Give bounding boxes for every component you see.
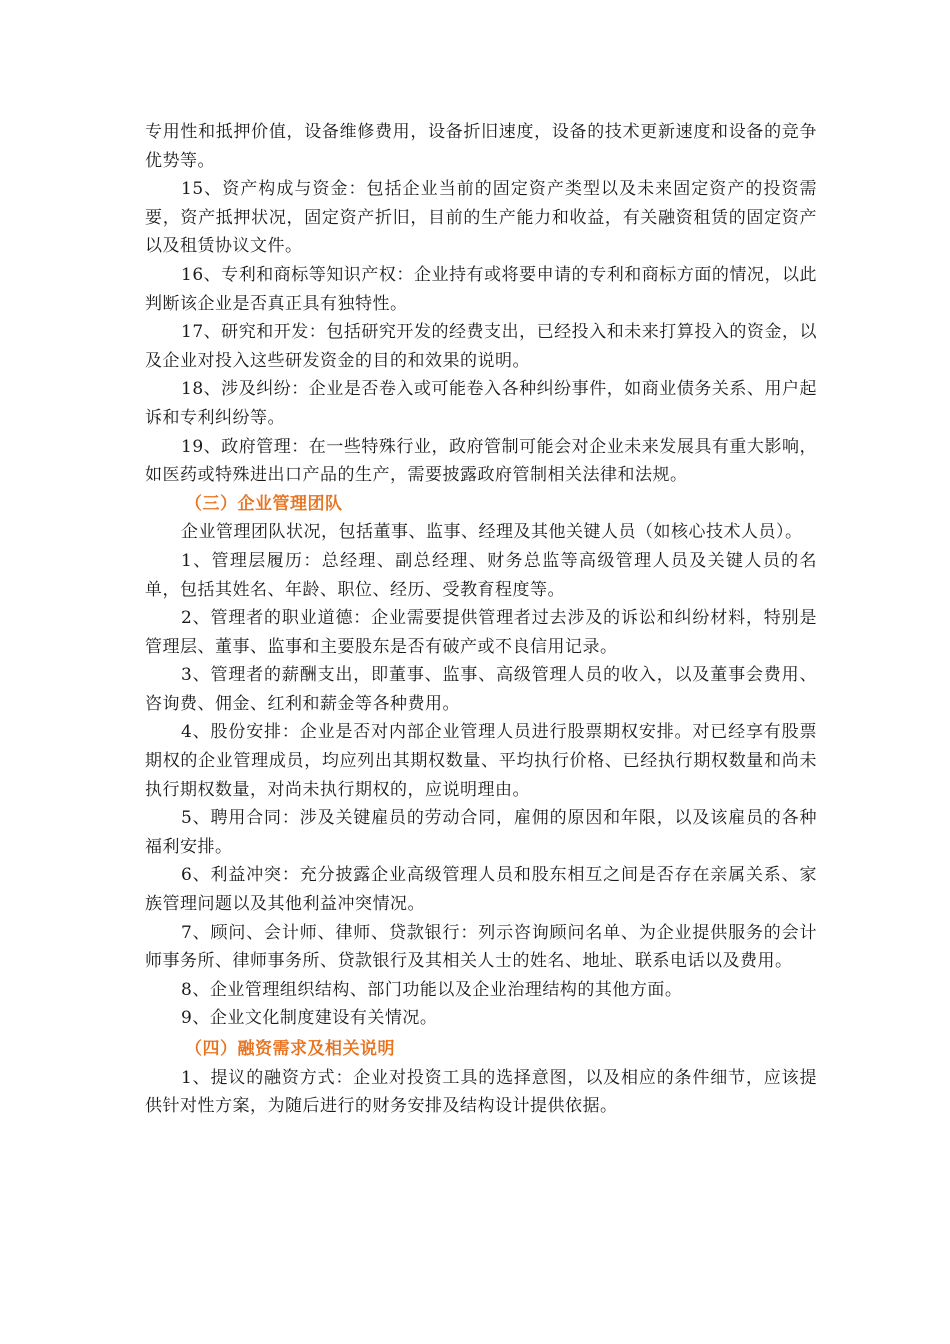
- document-page: [145, 118, 817, 1121]
- paragraph-item-15: 15、资产构成与资金：包括企业当前的固定资产类型以及未来固定资产的投资需要，资产抵押状况，固定资产折旧，目前的生产能力和收益，有关融资租赁的固定资产以及租赁协议文件。: [145, 179, 817, 257]
- paragraph-item-18: 18、涉及纠纷：企业是否卷入或可能卷入各种纠纷事件，如商业债务关系、用户起诉和专利纠纷等。: [145, 379, 817, 428]
- section-heading-management-team: （三）企业管理团队: [185, 493, 343, 514]
- paragraph-item-6: 6、利益冲突：充分披露企业高级管理人员和股东相互之间是否存在亲属关系、家族管理问题以及其他利益冲突情况。: [145, 865, 817, 915]
- paragraph-item-9: 9、企业文化制度建设有关情况。: [181, 1008, 438, 1029]
- paragraph-item-8: 8、企业管理组织结构、部门功能以及企业治理结构的其他方面。: [181, 979, 683, 1000]
- paragraph-item-4: 4、股份安排：企业是否对内部企业管理人员进行股票期权安排。对已经享有股票期权的企业管理成员，均应列出其期权数量、平均执行价格、已经执行期权数量和尚未执行期权数量，对尚未执行期权的，应说明理由。: [145, 722, 817, 800]
- paragraph: 专用性和抵押价值，设备维修费用，设备折旧速度，设备的技术更新速度和设备的竞争优势等。: [145, 122, 817, 171]
- paragraph-item-19: 19、政府管理：在一些特殊行业，政府管制可能会对企业未来发展具有重大影响，如医药或特殊进出口产品的生产，需要披露政府管制相关法律和法规。: [145, 436, 817, 486]
- paragraph-item-7: 7、顾问、会计师、律师、贷款银行：列示咨询顾问名单、为企业提供服务的会计师事务所、律师事务所、贷款银行及其相关人士的姓名、地址、联系电话以及费用。: [145, 922, 817, 972]
- paragraph-item-5: 5、聘用合同：涉及关键雇员的劳动合同，雇佣的原因和年限，以及该雇员的各种福利安排。: [145, 808, 817, 857]
- paragraph-intro: 企业管理团队状况，包括董事、监事、经理及其他关键人员（如核心技术人员）。: [181, 522, 803, 543]
- paragraph-item-16: 16、专利和商标等知识产权：企业持有或将要申请的专利和商标方面的情况，以此判断该企业是否真正具有独特性。: [145, 264, 817, 314]
- paragraph-item-17: 17、研究和开发：包括研究开发的经费支出，已经投入和未来打算投入的资金，以及企业对投入这些研发资金的目的和效果的说明。: [145, 322, 817, 371]
- paragraph-item-2: 2、管理者的职业道德：企业需要提供管理者过去涉及的诉讼和纠纷材料，特别是管理层、董事、监事和主要股东是否有破产或不良信用记录。: [145, 608, 817, 657]
- section-heading-financing-needs: （四）融资需求及相关说明: [185, 1039, 395, 1059]
- paragraph-item-1: 1、管理层履历：总经理、副总经理、财务总监等高级管理人员及关键人员的名单，包括其姓名、年龄、职位、经历、受教育程度等。: [145, 550, 817, 600]
- paragraph-item-3: 3、管理者的薪酬支出，即董事、监事、高级管理人员的收入，以及董事会费用、咨询费、佣金、红利和薪金等各种费用。: [145, 665, 817, 714]
- paragraph-item-1: 1、提议的融资方式：企业对投资工具的选择意图，以及相应的条件细节，应该提供针对性方案，为随后进行的财务安排及结构设计提供依据。: [145, 1067, 817, 1117]
